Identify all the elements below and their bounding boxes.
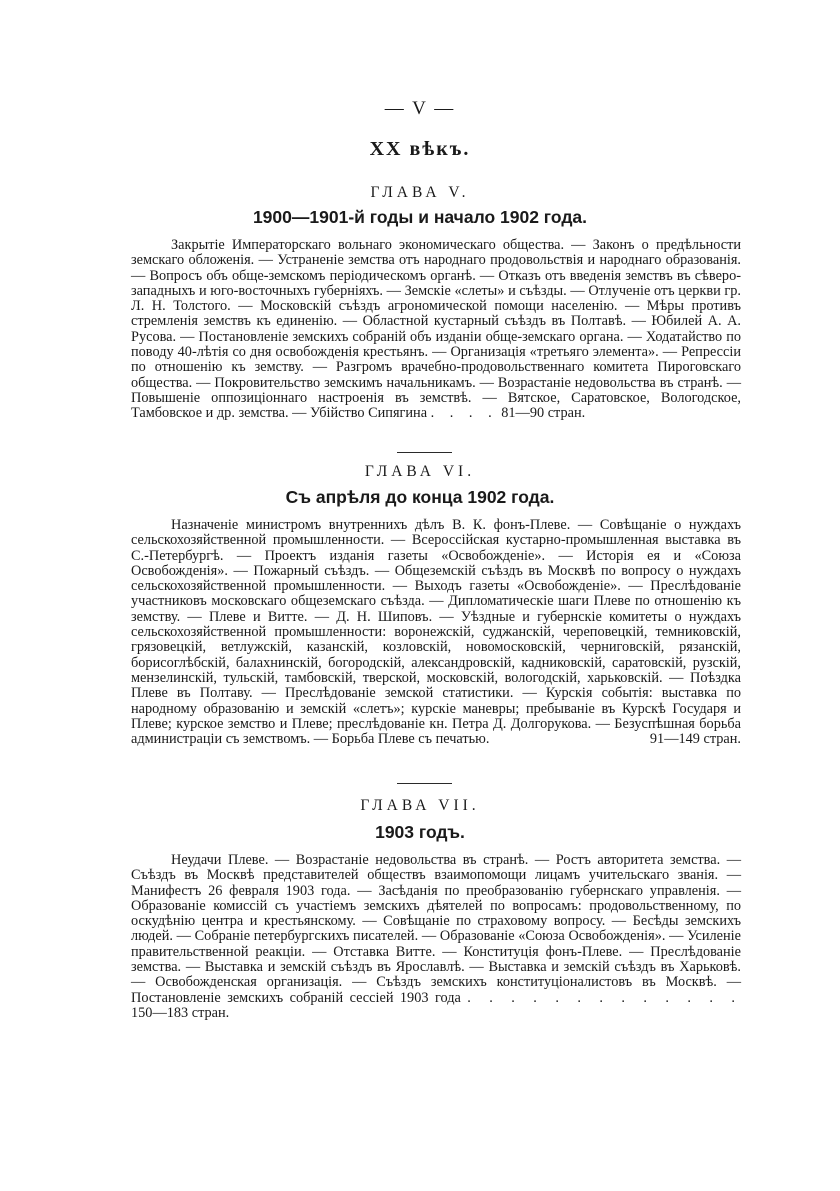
page-number: — V — <box>384 98 456 119</box>
chapter-5-label: ГЛАВА V. <box>370 184 470 201</box>
chapter-6-label: ГЛАВА VI. <box>364 463 476 480</box>
chapter-6-title: Съ апрѣля до конца 1902 года. <box>285 487 555 507</box>
chapter-7-title: 1903 годъ. <box>375 822 465 842</box>
chapter-5-leader: . . . . <box>430 405 498 422</box>
chapter-6-pages: 91—149 стран. <box>649 731 741 748</box>
chapter-7-summary-text: Неудачи Плеве. — Возрастаніе недовольства въ странѣ. — Ростъ авторитета земства. — Съѣздъ въ Москвѣ представителей обществъ взаимопомощи лицамъ учительскаго званія. — Манифестъ 26 февраля 1903 года. — Засѣданія по преобразованію губернскаго управленія. — Образованіе комиссій съ участіемъ земскихъ дѣятелей по вопросамъ: продовольственному, по оскудѣнію центра и крестьянскому. — Совѣщаніе по страховому вопросу. — Бесѣды земскихъ людей. — Собраніе петербургскихъ писателей. — Образованіе «Союза Освобожденія». — Усиленіе правительственной реакціи. — Отставка Витте. — Конституція фонъ-Плеве. — Преслѣдованіе земства. — Выставка и земскій съѣздъ въ Ярославлѣ. — Выставка и земскій съѣздъ въ Харьковѣ. — Освобожденская организація. — Съѣздъ земскихъ конституціоналистовъ въ Москвѣ. — Постановленіе земскихъ собраній сессіей 1903 года <box>131 852 741 1006</box>
chapter-6-summary <box>131 518 741 747</box>
chapter-divider <box>397 783 452 784</box>
chapter-5-pages: 81—90 стран. <box>501 405 586 422</box>
chapter-divider <box>397 452 452 453</box>
part-title: XX вѣкъ. <box>369 138 471 160</box>
chapter-5-title: 1900—1901-й годы и начало 1902 года. <box>252 207 588 227</box>
chapter-6-summary-text: Назначеніе министромъ внутреннихъ дѣлъ В. К. фонъ-Плеве. — Совѣщаніе о нуждахъ сельскохозяйственной промышленности. — Всероссійская кустарно-промышленная выставка въ С.-Петербургѣ. — Проектъ изданія газеты «Освобожденіе». — Исторія ея и «Союза Освобожденія». — Пожарный съѣздъ. — Общеземскій съѣздъ въ Москвѣ по вопросу о нуждахъ сельскохозяйственной промышленности. — Выходъ газеты «Освобожденіе». — Преслѣдованіе участниковъ московскаго общеземскаго съѣзда. — Дипломатическіе шаги Плеве по отношенію къ земству. — Плеве и Витте. — Д. Н. Шиповъ. — Уѣздные и губернскіе комитеты о нуждахъ сельскохозяйственной промышленности: воронежскій, суджанскій, череповецкій, темниковскій, грязовецкій, ветлужскій, казанскій, козловскій, новомосковскій, черниговскій, рязанскій, борисоглѣбскій, балахнинскій, богородскій, александровскій, кадниковскій, саратовскій, рузскій, мензелинскій, тульскій, тамбовскій, тверской, московскій, вологодскій, харьковскій. — Поѣздка Плеве въ Полтаву. — Преслѣдованіе земской статистики. — Курскія событія: выставка по народному образованію и земскій «слетъ»; курскіе маневры; пребываніе въ Курскѣ Государя и Плеве; курское земство и Плеве; преслѣдованіе кн. Петра Д. Долгорукова. — Безуспѣшная борьба администраціи съ земствомъ. — Борьба Плеве съ печатью. <box>131 517 741 748</box>
chapter-7-summary <box>131 853 741 1021</box>
chapter-7-pages: 150—183 стран. <box>131 1004 230 1021</box>
chapter-5-summary <box>131 238 741 422</box>
chapter-7-label: ГЛАВА VII. <box>360 797 480 814</box>
chapter-5-summary-text: Закрытіе Императорскаго вольнаго экономическаго общества. — Законъ о предѣльности земскаго обложенія. — Устраненіе земства отъ народнаго продовольствія и народнаго образованія. — Вопросъ объ обще-земскомъ періодическомъ органѣ. — Отказъ отъ введенія земствъ въ сѣверо-западныхъ и юго-восточныхъ губерніяхъ. — Земскіе «слеты» и съѣзды. — Отлученіе отъ церкви гр. Л. Н. Толстого. — Московскій съѣздъ агрономической помощи населенію. — Мѣры противъ стремленія земствъ къ единенію. — Областной кустарный съѣздъ въ Полтавѣ. — Юбилей А. А. Русова. — Постановленіе земскихъ собраній объ изданіи обще-земскаго органа. — Ходатайство по поводу 40-лѣтія со дня освобожденія крестьянъ. — Организація «третьяго элемента». — Репрессіи по отношенію къ земству. — Разгромъ врачебно-продовольственнаго комитета Пироговскаго общества. — Покровительство земскимъ начальникамъ. — Возрастаніе недовольства въ странѣ. — Повышеніе оппозиціоннаго настроенія въ земствѣ. — Вятское, Саратовское, Вологодское, Тамбовское и др. земства. — Убійство Сипягина <box>131 237 741 422</box>
chapter-7-leader: . . . . . . . . . . . . . <box>467 989 742 1006</box>
